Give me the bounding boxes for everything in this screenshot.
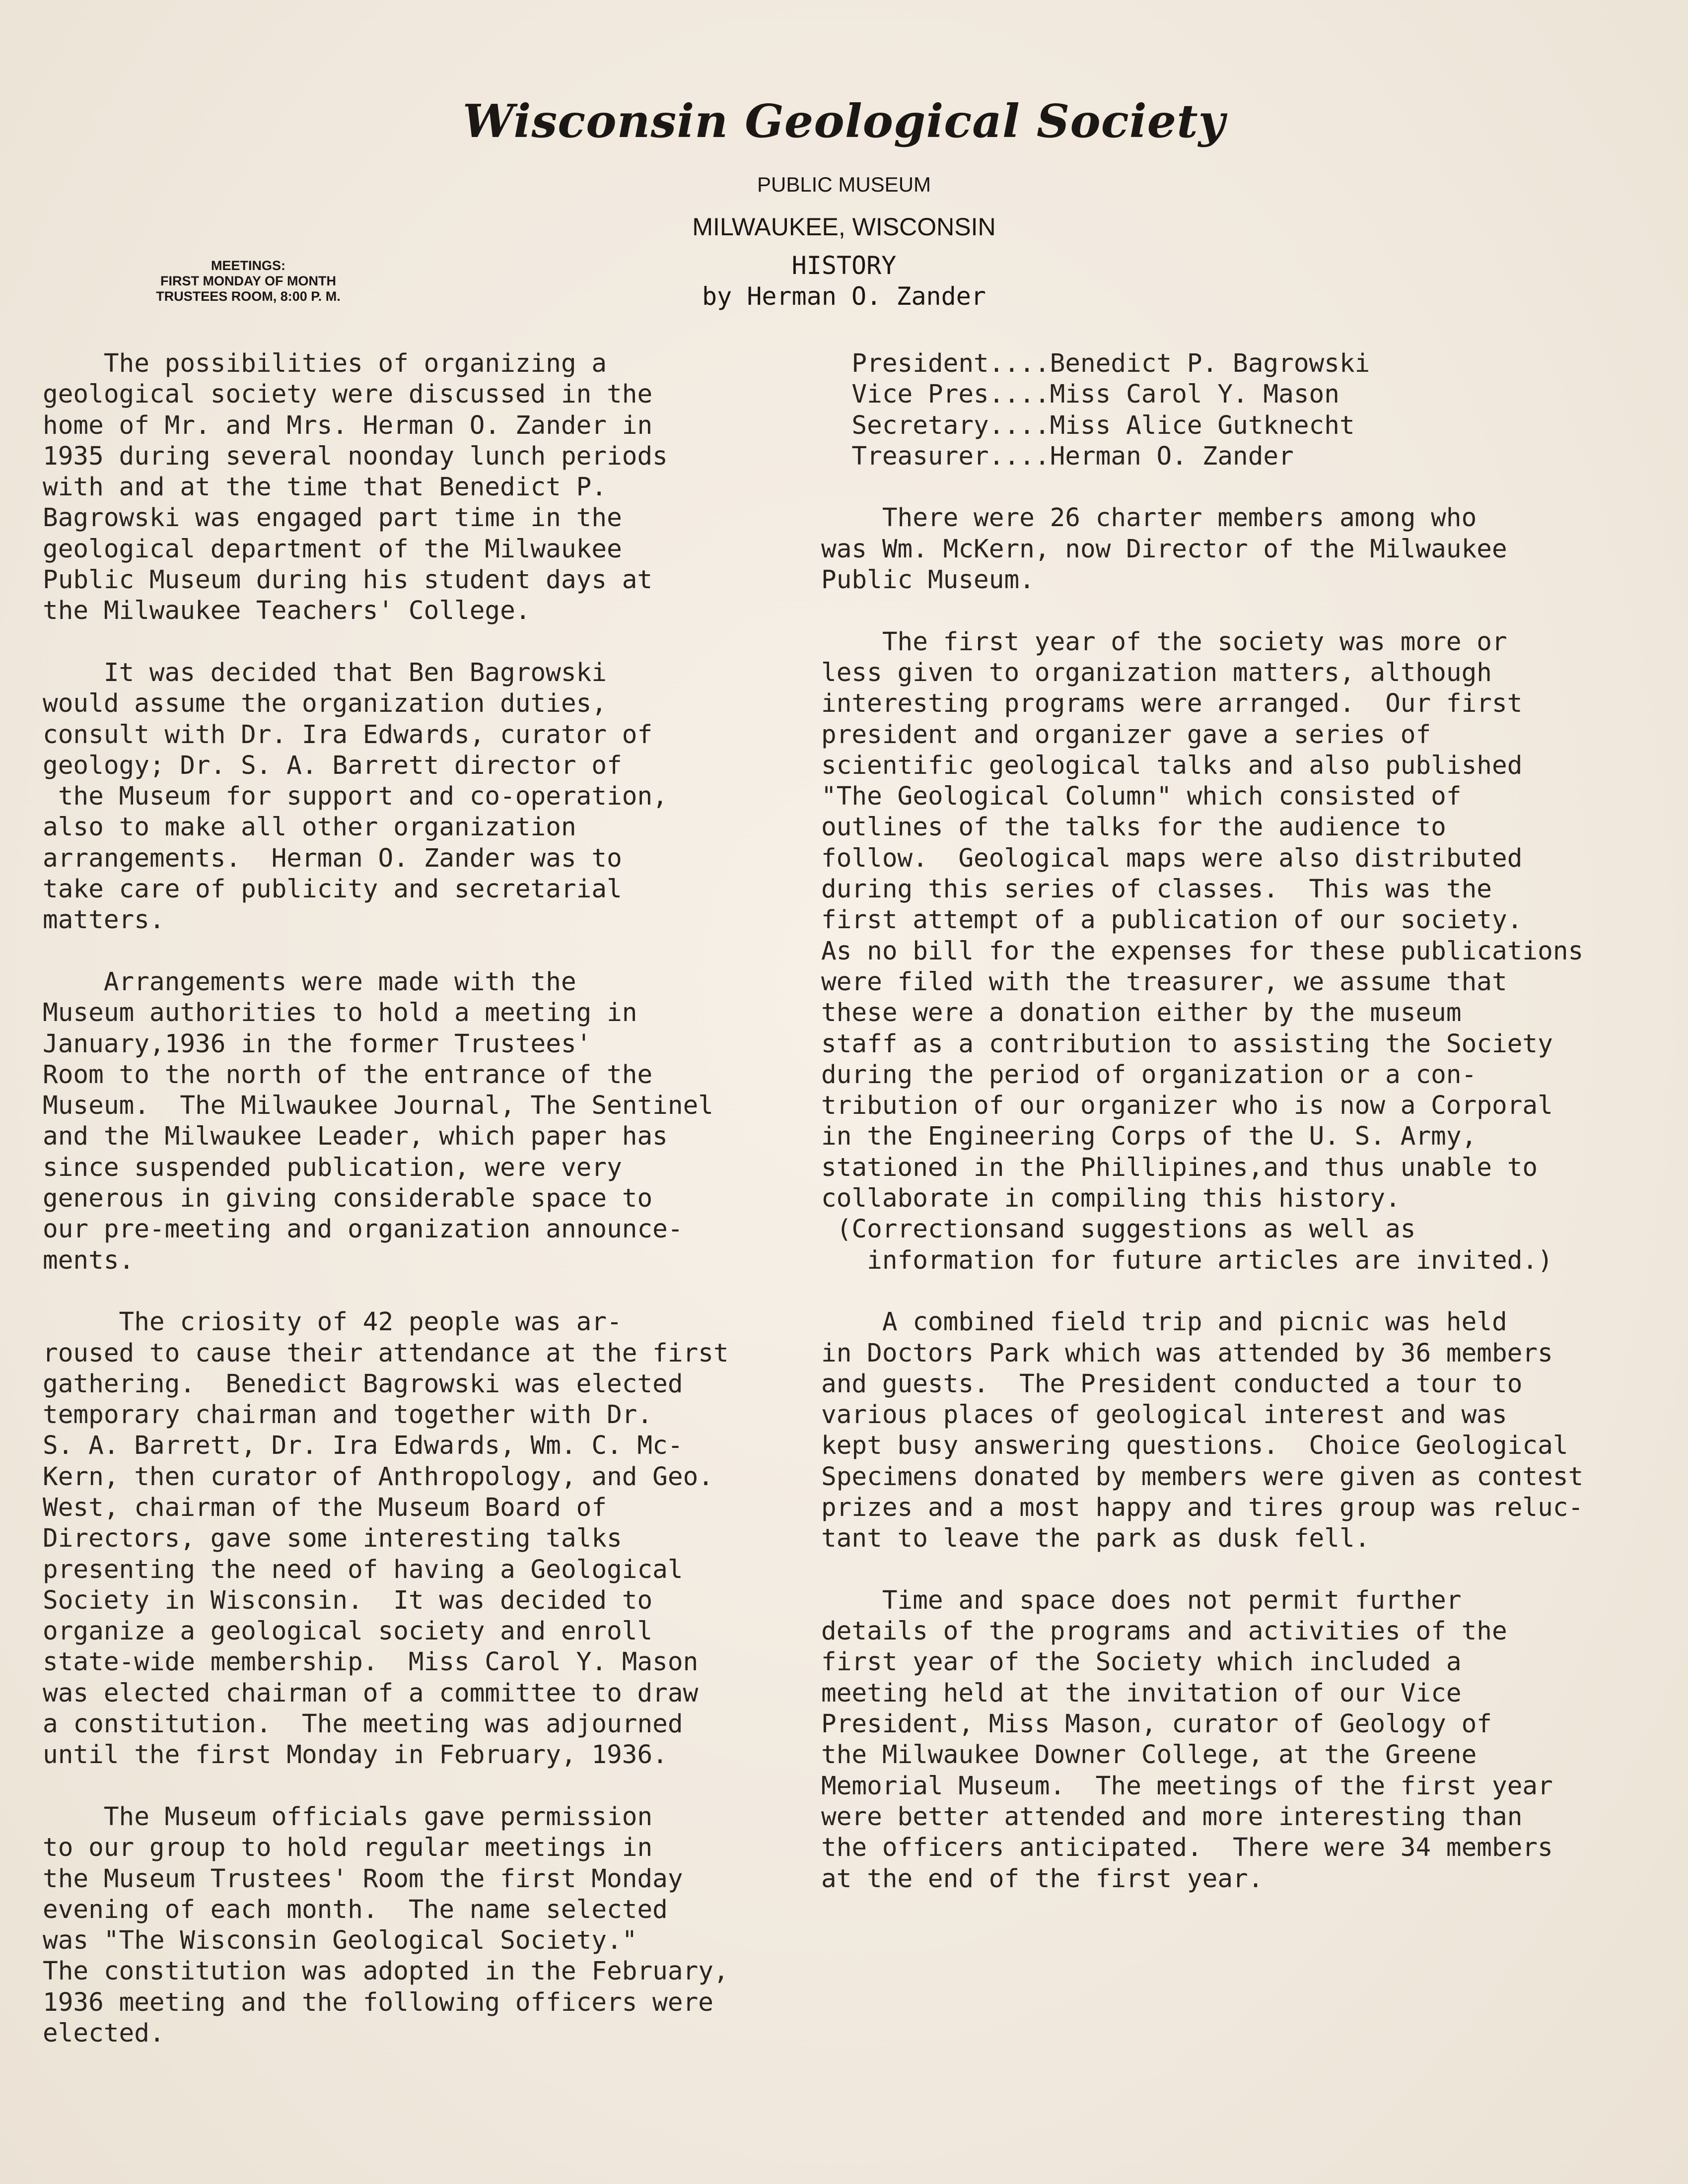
text-line: As no bill for the expenses for these publications bbox=[821, 936, 1584, 966]
text-line: presenting the need of having a Geological bbox=[43, 1555, 683, 1584]
text-line: with and at the time that Benedict P. bbox=[43, 473, 607, 502]
text-line: Public Museum. bbox=[821, 565, 1035, 595]
text-line: Specimens donated by members were given as contest bbox=[821, 1462, 1584, 1492]
text-line: President, Miss Mason, curator of Geology of bbox=[821, 1709, 1492, 1739]
text-line: was Wm. McKern, now Director of the Milwaukee bbox=[821, 534, 1507, 564]
meetings-line-1: FIRST MONDAY OF MONTH bbox=[160, 273, 336, 288]
text-line: Society in Wisconsin. It was decided to bbox=[43, 1585, 653, 1615]
paragraph-gap bbox=[43, 1276, 807, 1307]
text-line: the Milwaukee Teachers' College. bbox=[43, 596, 531, 626]
text-line: Directors, gave some interesting talks bbox=[43, 1524, 622, 1554]
text-line: Room to the north of the entrance of the bbox=[43, 1060, 653, 1090]
paragraph-gap bbox=[43, 1771, 807, 1802]
text-line: at the end of the first year. bbox=[821, 1864, 1264, 1894]
text-line: geological society were discussed in the bbox=[43, 380, 653, 410]
text-line: to our group to hold regular meetings in bbox=[43, 1833, 653, 1863]
text-line: organize a geological society and enroll bbox=[43, 1617, 653, 1646]
text-line: were filed with the treasurer, we assume that bbox=[821, 967, 1507, 997]
text-line: Memorial Museum. The meetings of the first year bbox=[821, 1771, 1553, 1801]
text-line: The Museum officials gave permission bbox=[43, 1802, 653, 1832]
text-line: scientific geological talks and also published bbox=[821, 751, 1523, 780]
text-line: less given to organization matters, although bbox=[821, 658, 1492, 687]
text-line: The first year of the society was more or bbox=[821, 627, 1507, 657]
text-line: our pre-meeting and organization announce- bbox=[43, 1215, 683, 1244]
text-line: consult with Dr. Ira Edwards, curator of bbox=[43, 720, 653, 750]
text-line: Kern, then curator of Anthropology, and Geo. bbox=[43, 1462, 714, 1492]
text-line: follow. Geological maps were also distributed bbox=[821, 843, 1523, 873]
text-line: the Museum for support and co-operation, bbox=[43, 782, 668, 812]
text-line: Vice Pres....Miss Carol Y. Mason bbox=[821, 380, 1339, 410]
text-line: these were a donation either by the museum bbox=[821, 998, 1462, 1028]
letterhead-title: Wisconsin Geological Society bbox=[462, 94, 1226, 148]
text-line: meeting held at the invitation of our Vice bbox=[821, 1678, 1462, 1708]
text-line: A combined field trip and picnic was held bbox=[821, 1307, 1507, 1337]
text-line: was elected chairman of a committee to draw bbox=[43, 1678, 699, 1708]
text-line: prizes and a most happy and tires group was reluc- bbox=[821, 1493, 1584, 1522]
text-line: temporary chairman and together with Dr. bbox=[43, 1400, 653, 1430]
text-line: first year of the Society which included a bbox=[821, 1647, 1462, 1677]
letterhead-city: MILWAUKEE, WISCONSIN bbox=[692, 213, 996, 241]
text-line: president and organizer gave a series of bbox=[821, 720, 1431, 750]
text-line: evening of each month. The name selected bbox=[43, 1895, 668, 1924]
paragraph-gap bbox=[821, 472, 1665, 503]
text-line: There were 26 charter members among who bbox=[821, 503, 1477, 533]
paragraph-gap bbox=[821, 1555, 1665, 1585]
text-line: West, chairman of the Museum Board of bbox=[43, 1493, 607, 1522]
text-line: S. A. Barrett, Dr. Ira Edwards, Wm. C. Mc- bbox=[43, 1431, 683, 1461]
text-line: collaborate in compiling this history. bbox=[821, 1184, 1401, 1214]
text-line: until the first Monday in February, 1936. bbox=[43, 1740, 668, 1770]
text-line: outlines of the talks for the audience to bbox=[821, 813, 1446, 842]
text-line: first attempt of a publication of our society. bbox=[821, 905, 1523, 935]
text-line: staff as a contribution to assisting the Society bbox=[821, 1029, 1553, 1059]
meetings-line-2: TRUSTEES ROOM, 8:00 P. M. bbox=[156, 289, 341, 304]
text-line: January,1936 in the former Trustees' bbox=[43, 1029, 592, 1059]
text-line: Museum authorities to hold a meeting in bbox=[43, 998, 637, 1028]
text-line: state-wide membership. Miss Carol Y. Mason bbox=[43, 1647, 699, 1677]
text-line: 1936 meeting and the following officers were bbox=[43, 1987, 714, 2017]
text-line: President....Benedict P. Bagrowski bbox=[821, 349, 1370, 378]
text-line: interesting programs were arranged. Our first bbox=[821, 689, 1523, 719]
text-line: generous in giving considerable space to bbox=[43, 1184, 653, 1214]
document-title: HISTORY bbox=[791, 251, 897, 280]
text-line: kept busy answering questions. Choice Geological bbox=[821, 1431, 1568, 1461]
text-line: and guests. The President conducted a tour to bbox=[821, 1369, 1523, 1399]
text-line: The criosity of 42 people was ar- bbox=[43, 1307, 622, 1337]
text-line: Time and space does not permit further bbox=[821, 1585, 1462, 1615]
text-line: take care of publicity and secretarial bbox=[43, 875, 622, 904]
letterhead-museum: PUBLIC MUSEUM bbox=[757, 173, 931, 196]
text-line: matters. bbox=[43, 905, 165, 935]
text-line: roused to cause their attendance at the first bbox=[43, 1338, 729, 1368]
text-line: arrangements. Herman O. Zander was to bbox=[43, 843, 622, 873]
text-line: the officers anticipated. There were 34 members bbox=[821, 1833, 1553, 1863]
text-line: in Doctors Park which was attended by 36 members bbox=[821, 1338, 1553, 1368]
text-line: during this series of classes. This was the bbox=[821, 875, 1492, 904]
text-line: 1935 during several noonday lunch periods bbox=[43, 441, 668, 471]
right-column bbox=[821, 348, 1665, 1895]
text-line: elected. bbox=[43, 2019, 165, 2048]
text-line: during the period of organization or a con- bbox=[821, 1060, 1477, 1090]
paragraph-gap bbox=[821, 596, 1665, 626]
text-line: The constitution was adopted in the February, bbox=[43, 1957, 729, 1986]
text-line: It was decided that Ben Bagrowski bbox=[43, 658, 607, 687]
text-line: ments. bbox=[43, 1245, 135, 1275]
meetings-heading: MEETINGS: bbox=[211, 258, 285, 273]
text-line: would assume the organization duties, bbox=[43, 689, 607, 719]
text-line: details of the programs and activities of the bbox=[821, 1617, 1507, 1646]
paragraph-gap bbox=[43, 627, 807, 658]
text-line: Bagrowski was engaged part time in the bbox=[43, 503, 622, 533]
text-line: Arrangements were made with the bbox=[43, 967, 576, 997]
text-line: also to make all other organization bbox=[43, 813, 576, 842]
text-line: information for future articles are invited.) bbox=[821, 1245, 1553, 1275]
text-line: the Museum Trustees' Room the first Monday bbox=[43, 1864, 683, 1894]
text-line: home of Mr. and Mrs. Herman O. Zander in bbox=[43, 410, 653, 440]
left-column bbox=[43, 348, 807, 2049]
paragraph-gap bbox=[821, 1276, 1665, 1307]
text-line: geology; Dr. S. A. Barrett director of bbox=[43, 751, 622, 780]
text-line: stationed in the Phillipines,and thus unable to bbox=[821, 1153, 1538, 1182]
text-line: the Milwaukee Downer College, at the Greene bbox=[821, 1740, 1477, 1770]
text-line: geological department of the Milwaukee bbox=[43, 534, 622, 564]
text-line: tant to leave the park as dusk fell. bbox=[821, 1524, 1370, 1554]
text-line: in the Engineering Corps of the U. S. Army, bbox=[821, 1122, 1477, 1152]
text-line: since suspended publication, were very bbox=[43, 1153, 622, 1182]
text-line: tribution of our organizer who is now a Corporal bbox=[821, 1091, 1553, 1121]
text-line: "The Geological Column" which consisted of bbox=[821, 782, 1462, 812]
text-line: was "The Wisconsin Geological Society." bbox=[43, 1926, 637, 1956]
document-byline: by Herman O. Zander bbox=[702, 282, 986, 311]
text-line: Museum. The Milwaukee Journal, The Sentinel bbox=[43, 1091, 714, 1121]
text-line: (Correctionsand suggestions as well as bbox=[821, 1215, 1416, 1244]
text-line: The possibilities of organizing a bbox=[43, 349, 607, 378]
text-line: were better attended and more interesting than bbox=[821, 1802, 1523, 1832]
text-line: various places of geological interest and was bbox=[821, 1400, 1507, 1430]
paragraph-gap bbox=[43, 936, 807, 967]
text-line: a constitution. The meeting was adjourned bbox=[43, 1709, 683, 1739]
text-line: gathering. Benedict Bagrowski was elected bbox=[43, 1369, 683, 1399]
text-line: Treasurer....Herman O. Zander bbox=[821, 441, 1294, 471]
text-line: Secretary....Miss Alice Gutknecht bbox=[821, 410, 1355, 440]
text-line: and the Milwaukee Leader, which paper has bbox=[43, 1122, 668, 1152]
text-line: Public Museum during his student days at bbox=[43, 565, 653, 595]
